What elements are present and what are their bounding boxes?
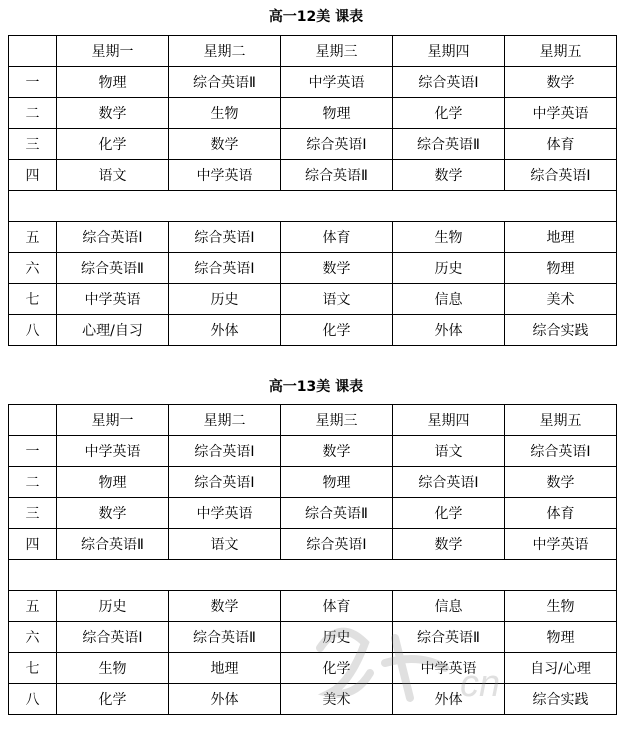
period-cell: 六 [9, 622, 57, 653]
subject-cell: 综合英语Ⅱ [393, 129, 505, 160]
day-header: 星期四 [393, 36, 505, 67]
subject-cell: 数学 [281, 253, 393, 284]
subject-cell: 美术 [281, 684, 393, 715]
subject-cell: 综合英语Ⅱ [393, 622, 505, 653]
header-row [9, 36, 617, 67]
subject-cell: 数学 [505, 467, 617, 498]
subject-cell: 生物 [57, 653, 169, 684]
period-cell: 一 [9, 436, 57, 467]
subject-cell: 数学 [393, 160, 505, 191]
period-cell: 三 [9, 129, 57, 160]
timetable-1-title: 高一12美 课表 [268, 9, 364, 25]
table-row [9, 98, 617, 129]
subject-cell: 综合实践 [505, 684, 617, 715]
table-row [9, 653, 617, 684]
timetable-1 [8, 35, 617, 346]
subject-cell: 历史 [57, 591, 169, 622]
subject-cell: 数学 [57, 498, 169, 529]
subject-cell: 综合英语Ⅰ [393, 467, 505, 498]
subject-cell: 综合英语Ⅰ [57, 222, 169, 253]
timetable-2-title: 高一13美 课表 [268, 379, 364, 395]
day-header: 星期三 [281, 405, 393, 436]
subject-cell: 综合英语Ⅱ [169, 622, 281, 653]
subject-cell: 数学 [169, 591, 281, 622]
period-cell: 一 [9, 67, 57, 98]
break-row [9, 560, 617, 591]
subject-cell: 物理 [281, 98, 393, 129]
period-cell: 六 [9, 253, 57, 284]
subject-cell: 中学英语 [393, 653, 505, 684]
subject-cell: 数学 [281, 436, 393, 467]
subject-cell: 综合英语Ⅰ [505, 436, 617, 467]
table-row [9, 222, 617, 253]
table-row [9, 684, 617, 715]
subject-cell: 数学 [57, 98, 169, 129]
period-cell: 四 [9, 529, 57, 560]
subject-cell: 历史 [281, 622, 393, 653]
subject-cell: 生物 [169, 98, 281, 129]
table-row [9, 67, 617, 98]
subject-cell: 综合英语Ⅰ [505, 160, 617, 191]
subject-cell: 历史 [393, 253, 505, 284]
subject-cell: 外体 [393, 684, 505, 715]
day-header: 星期一 [57, 405, 169, 436]
subject-cell: 中学英语 [505, 98, 617, 129]
subject-cell: 化学 [281, 653, 393, 684]
subject-cell: 化学 [57, 129, 169, 160]
subject-cell: 综合英语Ⅰ [57, 622, 169, 653]
timetable-2 [8, 404, 617, 715]
break-cell [9, 560, 617, 591]
period-cell: 七 [9, 653, 57, 684]
subject-cell: 中学英语 [169, 160, 281, 191]
period-cell: 三 [9, 498, 57, 529]
subject-cell: 外体 [393, 315, 505, 346]
table-row [9, 622, 617, 653]
subject-cell: 语文 [169, 529, 281, 560]
subject-cell: 综合英语Ⅰ [281, 529, 393, 560]
day-header: 星期三 [281, 36, 393, 67]
day-header: 星期一 [57, 36, 169, 67]
day-header: 星期二 [169, 36, 281, 67]
period-cell: 四 [9, 160, 57, 191]
subject-cell: 语文 [281, 284, 393, 315]
table-row [9, 467, 617, 498]
subject-cell: 综合英语Ⅱ [169, 67, 281, 98]
period-cell: 二 [9, 467, 57, 498]
table-row [9, 498, 617, 529]
day-header: 星期二 [169, 405, 281, 436]
subject-cell: 体育 [281, 222, 393, 253]
subject-cell: 地理 [505, 222, 617, 253]
subject-cell: 化学 [281, 315, 393, 346]
break-row [9, 191, 617, 222]
subject-cell: 综合英语Ⅰ [393, 67, 505, 98]
subject-cell: 物理 [505, 253, 617, 284]
subject-cell: 语文 [57, 160, 169, 191]
period-cell: 八 [9, 684, 57, 715]
subject-cell: 化学 [57, 684, 169, 715]
subject-cell: 语文 [393, 436, 505, 467]
subject-cell: 体育 [505, 498, 617, 529]
subject-cell: 信息 [393, 284, 505, 315]
subject-cell: 物理 [505, 622, 617, 653]
header-row [9, 405, 617, 436]
subject-cell: 综合英语Ⅰ [169, 467, 281, 498]
subject-cell: 中学英语 [505, 529, 617, 560]
subject-cell: 中学英语 [169, 498, 281, 529]
subject-cell: 物理 [57, 67, 169, 98]
table-row [9, 253, 617, 284]
period-cell: 八 [9, 315, 57, 346]
subject-cell: 中学英语 [57, 436, 169, 467]
table-row [9, 591, 617, 622]
subject-cell: 外体 [169, 315, 281, 346]
table-row [9, 160, 617, 191]
subject-cell: 物理 [57, 467, 169, 498]
subject-cell: 综合英语Ⅰ [169, 436, 281, 467]
table-row [9, 315, 617, 346]
watermark-text: cn [460, 663, 501, 705]
break-cell [9, 191, 617, 222]
subject-cell: 体育 [505, 129, 617, 160]
period-cell: 五 [9, 591, 57, 622]
subject-cell: 化学 [393, 98, 505, 129]
subject-cell: 地理 [169, 653, 281, 684]
subject-cell: 自习/心理 [505, 653, 617, 684]
subject-cell: 综合实践 [505, 315, 617, 346]
subject-cell: 综合英语Ⅰ [281, 129, 393, 160]
subject-cell: 物理 [281, 467, 393, 498]
period-cell: 五 [9, 222, 57, 253]
subject-cell: 数学 [393, 529, 505, 560]
table-row [9, 284, 617, 315]
subject-cell: 历史 [169, 284, 281, 315]
subject-cell: 综合英语Ⅱ [281, 160, 393, 191]
subject-cell: 外体 [169, 684, 281, 715]
subject-cell: 美术 [505, 284, 617, 315]
subject-cell: 生物 [393, 222, 505, 253]
table-row [9, 529, 617, 560]
subject-cell: 综合英语Ⅱ [57, 253, 169, 284]
subject-cell: 信息 [393, 591, 505, 622]
subject-cell: 中学英语 [57, 284, 169, 315]
subject-cell: 数学 [169, 129, 281, 160]
corner-cell [9, 405, 57, 436]
subject-cell: 综合英语Ⅱ [57, 529, 169, 560]
subject-cell: 综合英语Ⅰ [169, 222, 281, 253]
subject-cell: 体育 [281, 591, 393, 622]
table-row [9, 436, 617, 467]
subject-cell: 中学英语 [281, 67, 393, 98]
subject-cell: 生物 [505, 591, 617, 622]
subject-cell: 数学 [505, 67, 617, 98]
day-header: 星期五 [505, 36, 617, 67]
period-cell: 二 [9, 98, 57, 129]
subject-cell: 化学 [393, 498, 505, 529]
subject-cell: 心理/自习 [57, 315, 169, 346]
table-row [9, 129, 617, 160]
corner-cell [9, 36, 57, 67]
subject-cell: 综合英语Ⅰ [169, 253, 281, 284]
day-header: 星期五 [505, 405, 617, 436]
subject-cell: 综合英语Ⅱ [281, 498, 393, 529]
period-cell: 七 [9, 284, 57, 315]
day-header: 星期四 [393, 405, 505, 436]
